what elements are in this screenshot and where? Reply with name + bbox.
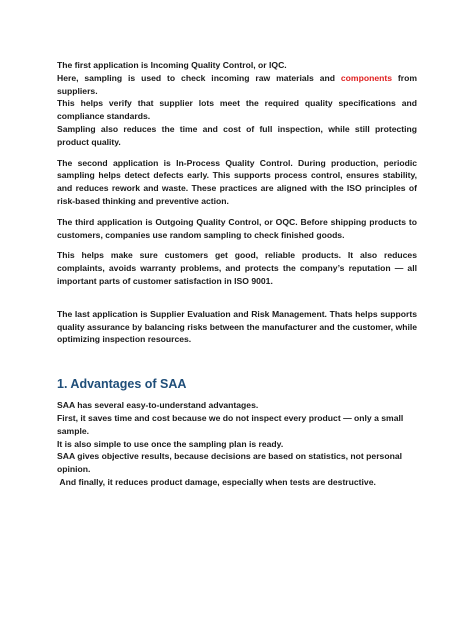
paragraph-in-process: The second application is In-Process Quality Control. During production, periodic sampling helps detect defects early. This supports process control, ensures stability, and reduces rework and waste. These practices are aligned with the ISO principles of risk-based thinking and preventive action. (57, 157, 417, 206)
document-body (57, 59, 417, 489)
iqc-line-2-start: Here, sampling is used to check incoming raw materials and (57, 72, 341, 83)
advantage-line: SAA has several easy-to-understand advantages. (57, 400, 259, 411)
advantages-list (57, 399, 417, 489)
iqc-line-1: The first application is Incoming Quality Control, or IQC. (57, 60, 287, 70)
highlight-components: components (340, 72, 392, 83)
paragraph-oqc-benefits: This helps make sure customers get good, reliable products. It also reduces complaints, avoids warranty problems, and protects the company’s reputation — all important parts of customer satisfaction in ISO 9001. (57, 250, 417, 286)
paragraph-oqc: The third application is Outgoing Quality Control, or OQC. Before shipping products to customers, companies use random sampling to check finished goods. (57, 216, 417, 240)
iqc-line-2-end: from suppliers. (57, 72, 417, 96)
advantage-line: SAA gives objective results, because decisions are based on statistics, not personal opinion. (57, 451, 402, 475)
paragraph-iqc-intro (57, 59, 417, 97)
section-heading: 1. Advantages of SAA (57, 377, 187, 392)
advantage-line: First, it saves time and cost because we do not inspect every product — only a small sample. (57, 412, 404, 436)
paragraph-supplier-evaluation: The last application is Supplier Evaluation and Risk Management. Thats helps supports quality assurance by balancing risks between the manufacturer and the customer, while optimizing inspection resources. (57, 308, 417, 345)
advantage-line: And finally, it reduces product damage, especially when tests are destructive. (57, 476, 376, 487)
advantage-line: It is also simple to use once the sampling plan is ready. (57, 438, 284, 449)
paragraph-iqc-verify: This helps verify that supplier lots meet the required quality specifications and compliance standards. (57, 98, 417, 122)
paragraph-iqc-cost: Sampling also reduces the time and cost of full inspection, while still protecting product quality. (57, 123, 417, 147)
